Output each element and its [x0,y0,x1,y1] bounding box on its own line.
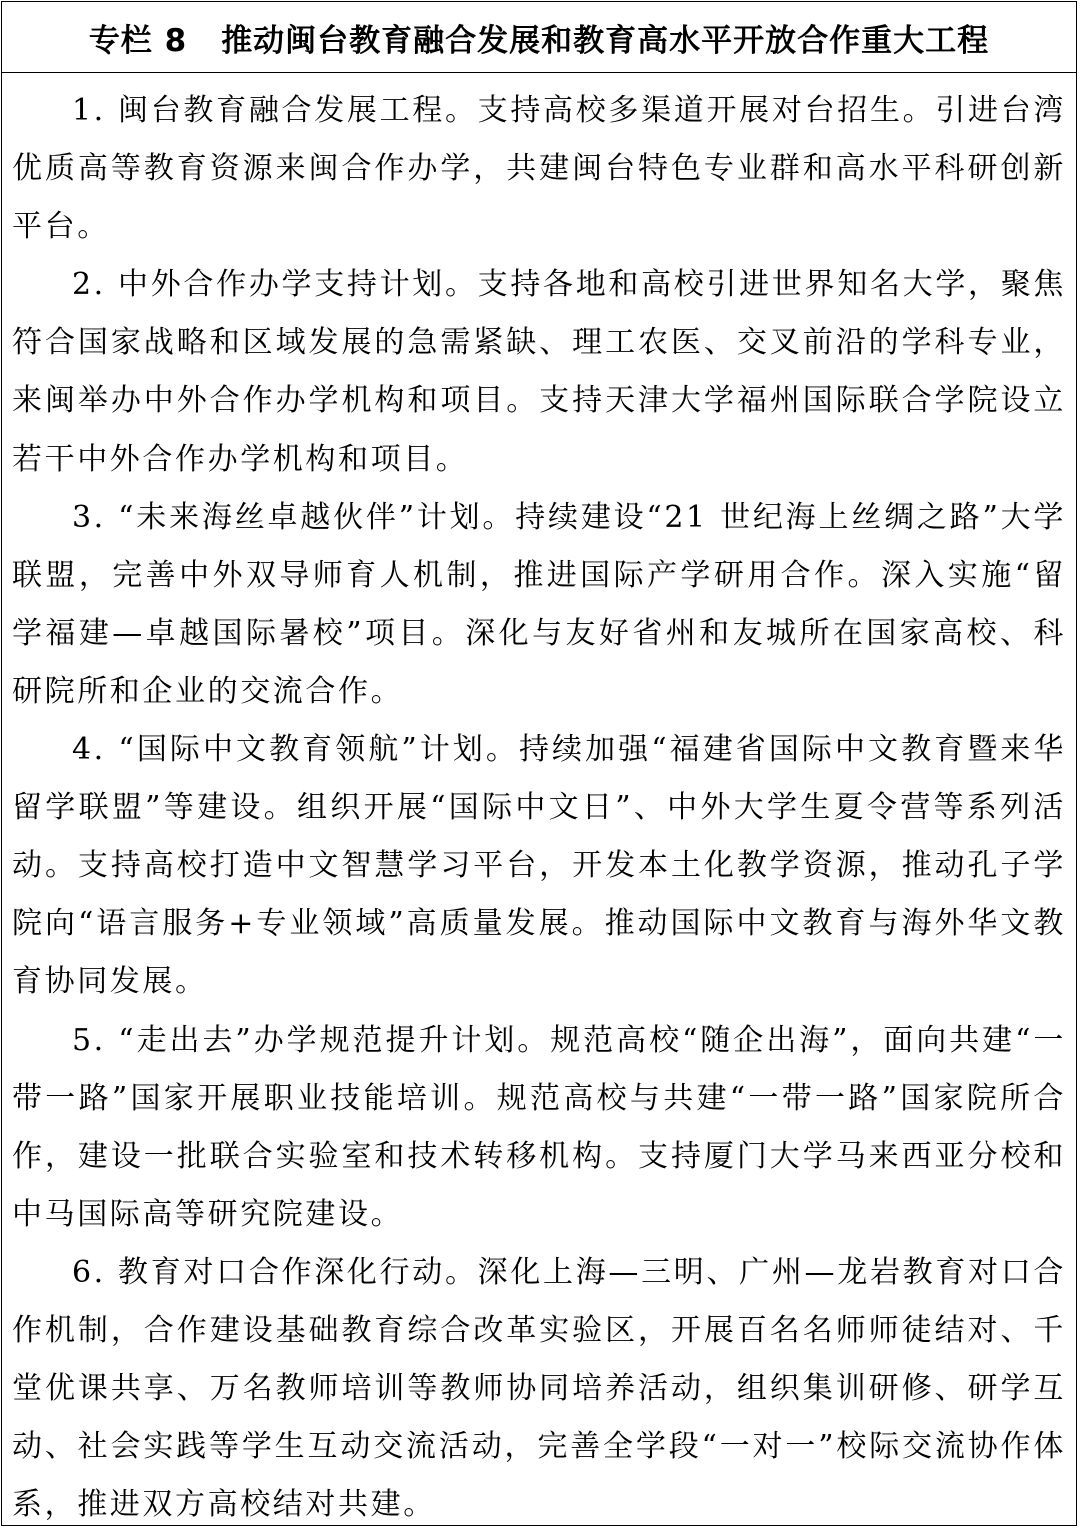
paragraph-2: 2. 中外合作办学支持计划。支持各地和高校引进世界知名大学，聚焦符合国家战略和区域发展的急需紧缺、理工农医、交叉前沿的学科专业，来闽举办中外合作办学机构和项目。支持天津大学福州国际联合学院设立若干中外合作办学机构和项目。 [12,267,1066,477]
column-label: 专栏 8 [88,22,188,59]
paragraph-1: 1. 闽台教育融合发展工程。支持高校多渠道开展对台招生。引进台湾优质高等教育资源来闽合作办学，共建闽台特色专业群和高水平科研创新平台。 [12,93,1066,245]
special-column-box [1,1,1077,1526]
paragraph-4: 4. “国际中文教育领航”计划。持续加强“福建省国际中文教育暨来华留学联盟”等建设。组织开展“国际中文日”、中外大学生夏令营等系列活动。支持高校打造中文智慧学习平台，开发本土化教学资源，推动孔子学院向“语言服务+专业领域”高质量发展。推动国际中文教育与海外华文教育协同发展。 [12,732,1066,1000]
column-title: 推动闽台教育融合发展和教育高水平开放合作重大工程 [221,22,990,59]
column-content [2,73,1076,1526]
paragraph-5: 5. “走出去”办学规范提升计划。规范高校“随企出海”，面向共建“一带一路”国家开展职业技能培训。规范高校与共建“一带一路”国家院所合作，建设一批联合实验室和技术转移机构。支持厦门大学马来西亚分校和中马国际高等研究院建设。 [12,1022,1066,1232]
column-header [2,2,1076,73]
paragraph-3: 3. “未来海丝卓越伙伴”计划。持续建设“21 世纪海上丝绸之路”大学联盟，完善中外双导师育人机制，推进国际产学研用合作。深入实施“留学福建—卓越国际暑校”项目。深化与友好省州和友城所在国家高校、科研院所和企业的交流合作。 [12,499,1066,709]
paragraph-6: 6. 教育对口合作深化行动。深化上海—三明、广州—龙岩教育对口合作机制，合作建设基础教育综合改革实验区，开展百名名师师徒结对、千堂优课共享、万名教师培训等教师协同培养活动，组织集训研修、研学互动、社会实践等学生互动交流活动，完善全学段“一对一”校际交流协作体系，推进双方高校结对共建。 [12,1254,1066,1523]
